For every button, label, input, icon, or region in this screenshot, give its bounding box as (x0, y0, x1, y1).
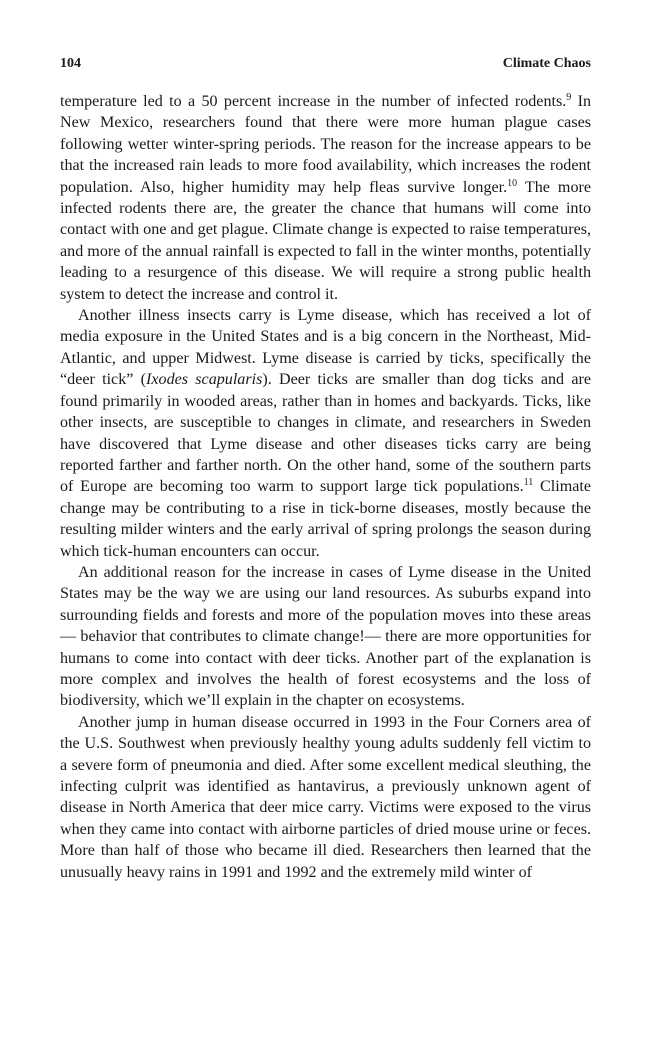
text-run: An additional reason for the increase in cases of Lyme disease in the United States may be the way we are using our land resources. As suburbs expand into surrounding fields and forests and more of the population moves into these areas— behavior that contributes to climate change!— there are more opportunities for humans to come into contact with deer ticks. Another part of the explanation is more complex and involves the health of forest ecosystems and the loss of biodiversity, which we’ll explain in the chapter on ecosystems. (60, 563, 591, 710)
species-name: Ixodes scapularis (146, 371, 263, 389)
text-run: Climate change may be contributing to a rise in tick-borne diseases, mostly because the resulting milder winters and the early arrival of spring prolongs the season during which tick-human encounters can occur. (60, 478, 591, 560)
text-run: temperature led to a 50 percent increase in the number of infected rodents. (60, 93, 567, 110)
running-head (60, 56, 591, 74)
paragraph-1 (60, 91, 591, 305)
footnote-ref-10: 10 (507, 177, 518, 189)
paragraph-3 (60, 562, 591, 712)
footnote-ref-9: 9 (566, 92, 572, 103)
footnote-ref-11: 11 (523, 477, 534, 489)
text-run: In New Mexico, researchers found that there were more human plague cases following wetter winter-spring periods. The reason for the increase appears to be that the increased rain leads to more food availability, which increases the rodent population. Also, higher humidity may help fleas survive longer. (60, 93, 591, 196)
text-run: The more infected rodents there are, the greater the chance that humans will come into contact with one and get plague. Climate change is expected to raise temperatures, and more of the annual rainfall is expected to fall in the winter months, potentially leading to a resurgence of this disease. We will require a strong public health system to detect the increase and control it. (60, 178, 591, 303)
text-run: Another jump in human disease occurred in 1993 in the Four Corners area of the U.S. Southwest when previously healthy young adults suddenly fell victim to a severe form of pneumonia and died. After some excellent medical sleuthing, the infecting culprit was identified as hantavirus, a previously unknown agent of disease in North America that deer mice carry. Victims were exposed to the virus when they came into contact with airborne particles of dried mouse urine or feces. More than half of those who became ill died. Researchers then learned that the unusually heavy rains in 1991 and 1992 and the extremely mild winter of (60, 713, 591, 881)
page-number: 104 (60, 56, 81, 71)
book-page (60, 56, 591, 883)
running-title: Climate Chaos (502, 56, 591, 71)
text-run: ). Deer ticks are smaller than dog ticks and are found primarily in wooded areas, rather than in homes and backyards. Ticks, like other insects, are susceptible to changes in climate, and researchers in Sweden have discovered that Lyme disease and other diseases ticks carry are being reported farther and farther north. On the other hand, some of the southern parts of Europe are becoming too warm to support large tick populations. (60, 371, 591, 496)
paragraph-4 (60, 712, 591, 883)
text-run: Another illness insects carry is Lyme disease, which has received a lot of media exposure in the United States and is a big concern in the Northeast, Mid-Atlantic, and upper Midwest. Lyme disease is carried by ticks, specifically the “deer tick” ( (60, 307, 591, 389)
body-text (60, 91, 591, 883)
paragraph-2 (60, 305, 591, 562)
